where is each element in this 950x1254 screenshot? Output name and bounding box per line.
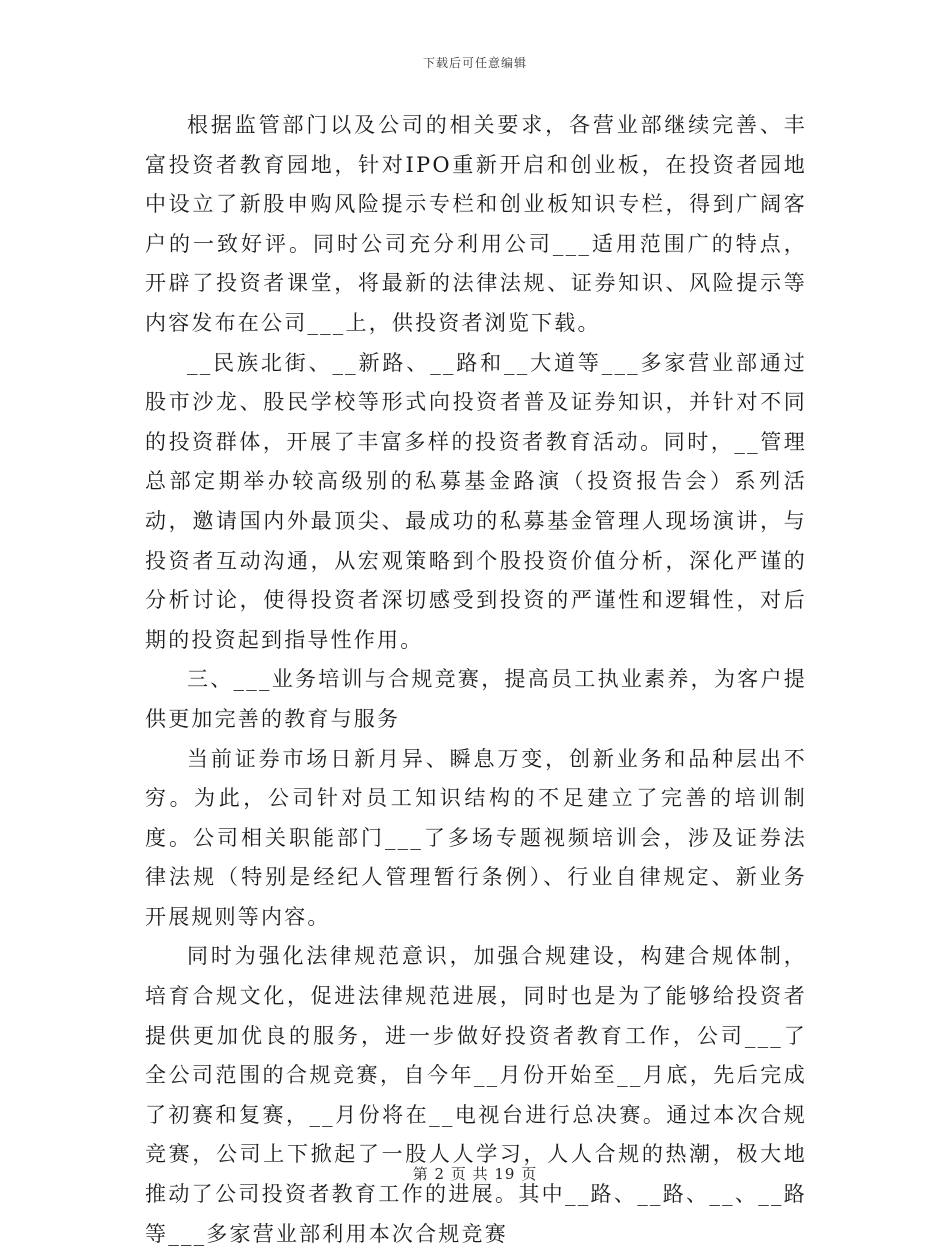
page-header: 下载后可任意编辑	[422, 56, 527, 70]
document-body	[145, 106, 807, 1254]
paragraph: 根据监管部门以及公司的相关要求，各营业部继续完善、丰富投资者教育园地，针对IPO重新开启和创业板，在投资者园地中设立了新股申购风险提示专栏和创业板知识专栏，得到广阔客户的一致好评。同时公司充分利用公司___适用范围广的特点，开辟了投资者课堂，将最新的法律法规、证券知识、风险提示等内容发布在公司___上，供投资者浏览下载。	[145, 113, 807, 335]
page-number: 第 2 页 共 19 页	[412, 1165, 538, 1183]
paragraph: __民族北街、__新路、__路和__大道等___多家营业部通过股市沙龙、股民学校等形式向投资者普及证券知识，并针对不同的投资群体，开展了丰富多样的投资者教育活动。同时，__管理总部定期举办较高级别的私募基金路演（投资报告会）系列活动，邀请国内外最顶尖、最成功的私募基金管理人现场演讲，与投资者互动沟通，从宏观策略到个股投资价值分析，深化严谨的分析讨论，使得投资者深切感受到投资的严谨性和逻辑性，对后期的投资起到指导性作用。	[145, 350, 807, 652]
paragraph: 同时为强化法律规范意识，加强合规建设，构建合规体制，培育合规文化，促进法律规范进展，同时也是为了能够给投资者提供更加优良的服务，进一步做好投资者教育工作，公司___了全公司范围的合规竞赛，自今年__月份开始至__月底，先后完成了初赛和复赛，__月份将在__电视台进行总决赛。通过本次合规竞赛，公司上下掀起了一股人人学习，人人合规的热潮，极大地推动了公司投资者教育工作的进展。其中__路、__路、__、__路等___多家营业部利用本次合规竞赛	[145, 944, 807, 1246]
section-heading: 三、___业务培训与合规竞赛，提高员工执业素养，为客户提供更加完善的教育与服务	[145, 667, 807, 731]
paragraph: 当前证券市场日新月异、瞬息万变，创新业务和品种层出不穷。为此，公司针对员工知识结构的不足建立了完善的培训制度。公司相关职能部门___了多场专题视频培训会，涉及证券法律法规（特别是经纪人管理暂行条例）、行业自律规定、新业务开展规则等内容。	[145, 746, 807, 929]
